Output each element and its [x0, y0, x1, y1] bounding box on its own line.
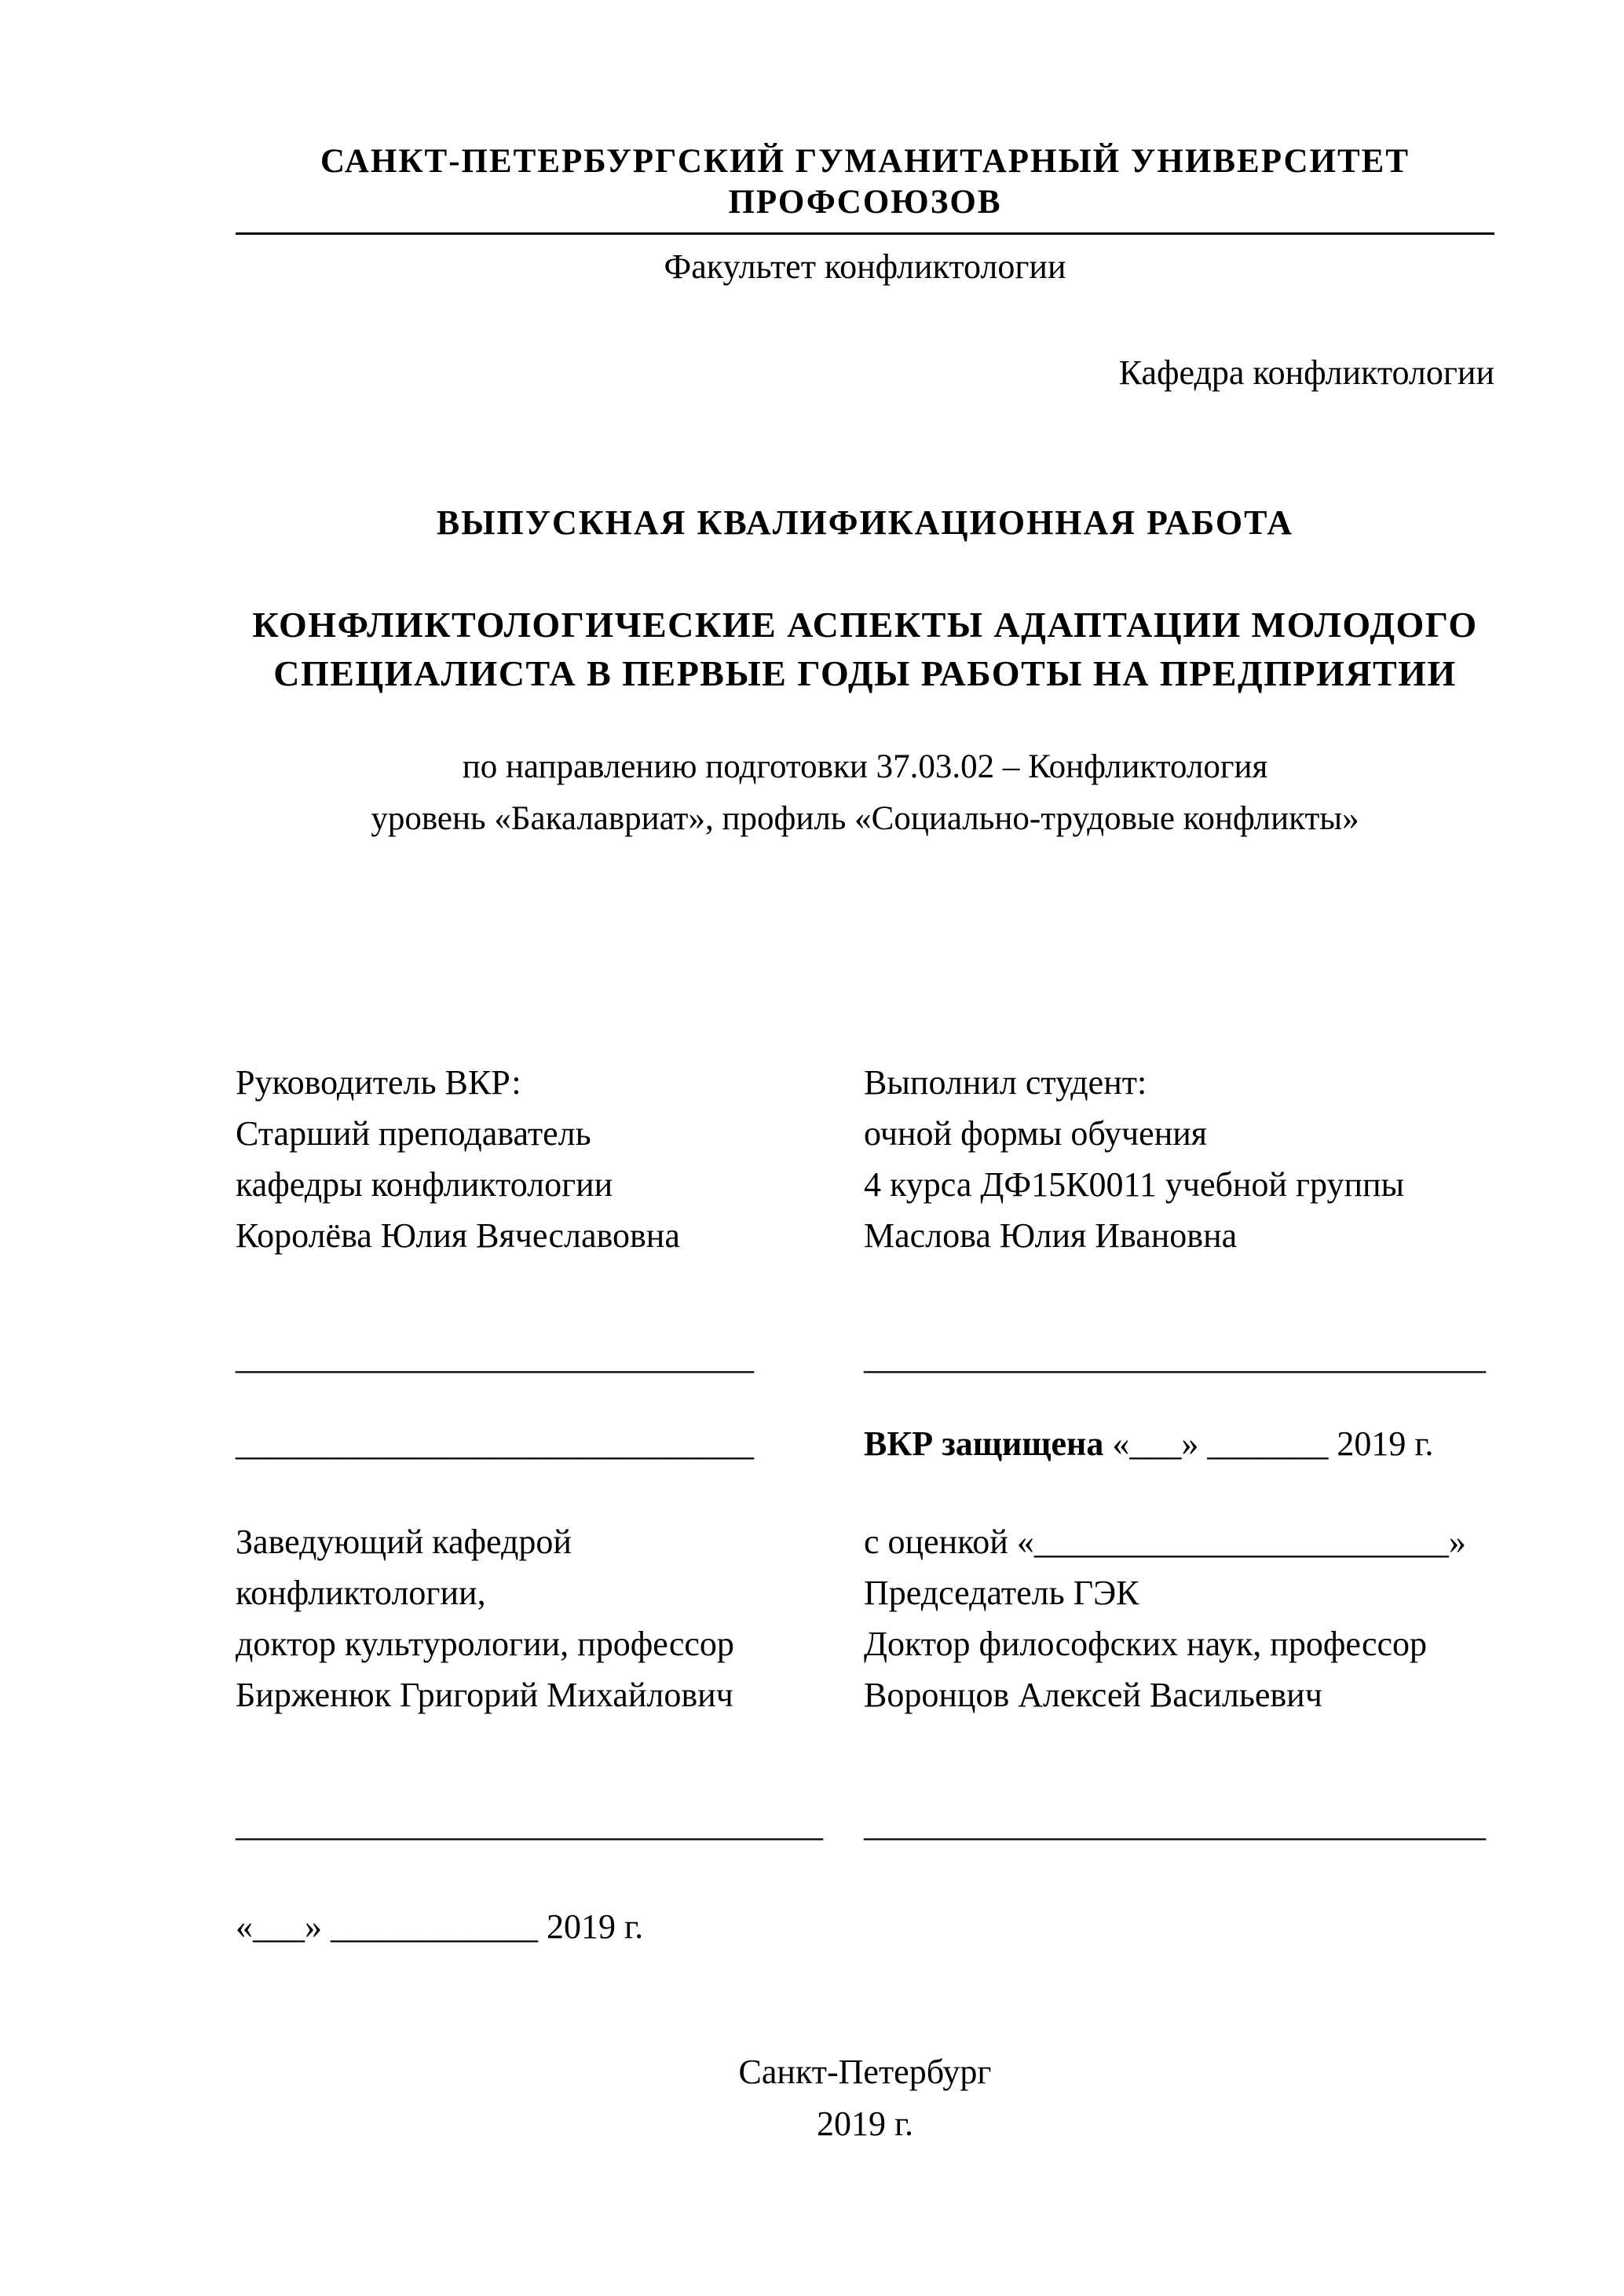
- grade-blank-line: с оценкой «________________________»: [864, 1523, 1466, 1561]
- chairman-signature-line: ____________________________________: [864, 1805, 1486, 1844]
- student-signature-line: ____________________________________: [864, 1338, 1486, 1377]
- defense-status-label: ВКР защищена: [864, 1424, 1104, 1463]
- supervisor-position-line-2: кафедры конфликтологии: [236, 1165, 613, 1204]
- supervisor-name: Королёва Юлия Вячеславовна: [236, 1216, 680, 1255]
- head-of-department-block: [236, 1516, 864, 1720]
- chairman-line-1: Председатель ГЭК: [864, 1574, 1139, 1612]
- supervisor-signature-line-2: ______________________________: [236, 1424, 754, 1463]
- signature-row-3: [236, 1799, 1494, 1850]
- program-line-1: по направлению подготовки 37.03.02 – Конфликтология: [462, 748, 1268, 785]
- chairman-name: Воронцов Алексей Васильевич: [864, 1676, 1322, 1714]
- date-blank-line: «___» ____________ 2019 г.: [236, 1907, 644, 1946]
- date-section: [236, 1901, 1494, 1952]
- head-of-department-line-1: Заведующий кафедрой: [236, 1523, 572, 1561]
- university-name: САНКТ-ПЕТЕРБУРГСКИЙ ГУМАНИТАРНЫЙ УНИВЕРСИТЕТ ПРОФСОЮЗОВ: [236, 141, 1494, 235]
- head-of-department-line-3: доктор культурологии, профессор: [236, 1625, 734, 1663]
- year-line: 2019 г.: [816, 2104, 914, 2143]
- supervisor-block: [236, 1057, 864, 1261]
- student-detail-line-2: 4 курса ДФ15К0011 учебной группы: [864, 1165, 1405, 1204]
- supervisor-position-line-1: Старший преподаватель: [236, 1114, 591, 1153]
- people-section: [236, 1057, 1494, 1261]
- head-of-department-name: Бирженюк Григорий Михайлович: [236, 1676, 733, 1714]
- program-line-2: уровень «Бакалавриат», профиль «Социально-трудовые конфликты»: [371, 800, 1359, 837]
- supervisor-role-label: Руководитель ВКР:: [236, 1063, 521, 1102]
- signature-row-1: [236, 1332, 1494, 1383]
- city-line: Санкт-Петербург: [738, 2053, 992, 2091]
- thesis-title-line-1: КОНФЛИКТОЛОГИЧЕСКИЕ АСПЕКТЫ АДАПТАЦИИ МОЛОДОГО: [252, 605, 1478, 645]
- faculty-name: Факультет конфликтологии: [664, 247, 1066, 286]
- head-of-department-line-2: конфликтологии,: [236, 1574, 486, 1612]
- chairman-line-2: Доктор философских наук, профессор: [864, 1625, 1428, 1663]
- program-info: [236, 741, 1494, 845]
- signature-row-2: [236, 1418, 1494, 1469]
- student-block: [864, 1057, 1494, 1261]
- student-role-label: Выполнил студент:: [864, 1063, 1147, 1102]
- footer-city-block: [236, 2046, 1494, 2150]
- officials-section: [236, 1516, 1494, 1720]
- department-name: Кафедра конфликтологии: [1118, 353, 1494, 392]
- thesis-title: [236, 601, 1494, 698]
- defense-date-blank: «___» _______ 2019 г.: [1103, 1424, 1434, 1463]
- supervisor-signature-line-1: ______________________________: [236, 1338, 754, 1377]
- work-type-heading: ВЫПУСКНАЯ КВАЛИФИКАЦИОННАЯ РАБОТА: [436, 503, 1294, 542]
- chairman-block: [864, 1516, 1494, 1720]
- defense-status-line: [864, 1418, 1494, 1469]
- student-detail-line-1: очной формы обучения: [864, 1114, 1208, 1153]
- student-name: Маслова Юлия Ивановна: [864, 1216, 1238, 1255]
- thesis-title-line-2: СПЕЦИАЛИСТА В ПЕРВЫЕ ГОДЫ РАБОТЫ НА ПРЕДПРИЯТИИ: [273, 653, 1457, 693]
- head-of-department-signature-line: __________________________________: [236, 1805, 823, 1844]
